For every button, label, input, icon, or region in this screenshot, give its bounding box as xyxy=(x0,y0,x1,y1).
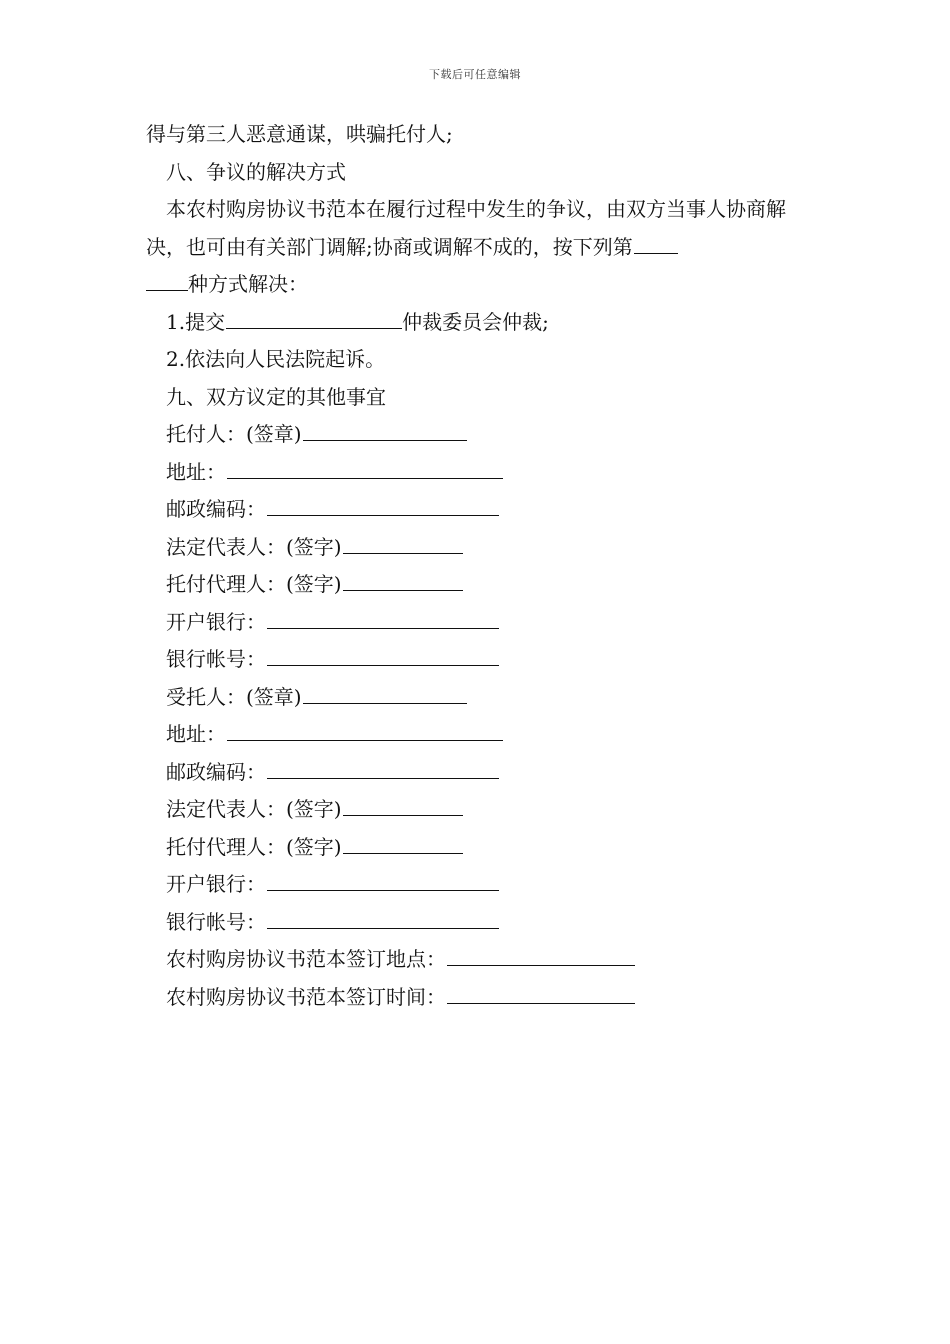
trustee-bank-line xyxy=(146,866,811,904)
client-account-label: 银行帐号： xyxy=(166,647,266,671)
section-9-heading xyxy=(146,379,811,417)
blank-line-trustee-account xyxy=(267,908,499,929)
client-bank-line xyxy=(146,604,811,642)
blank-line-client-agent xyxy=(343,570,463,591)
option-2-line xyxy=(146,341,811,379)
trustee-agent-line xyxy=(146,829,811,867)
blank-line-method-part1 xyxy=(634,233,678,254)
sign-time-line xyxy=(146,979,811,1017)
blank-line-client-signer xyxy=(303,420,467,441)
client-address-label: 地址： xyxy=(166,459,226,484)
trustee-address-label: 地址： xyxy=(166,722,226,746)
client-bank-label: 开户银行： xyxy=(166,609,266,634)
trustee-signer-label: 受托人：(签章) xyxy=(166,684,302,709)
section-8-paragraph-text-1: 本农村购房协议书范本在履行过程中发生的争议，由双方当事人协商解决，也可由有关部门调解;协商或调解不成的，按下列第 xyxy=(146,197,786,259)
trustee-bank-label: 开户银行： xyxy=(166,872,266,896)
blank-line-trustee-legal-rep xyxy=(343,795,463,816)
page-header-note: 下载后可任意编辑 xyxy=(429,68,521,81)
option-1-suffix: 仲裁委员会仲裁; xyxy=(402,309,549,334)
blank-line-sign-time xyxy=(447,983,635,1004)
blank-line-client-address xyxy=(227,458,503,479)
trustee-postcode-line xyxy=(146,754,811,792)
client-signer-line xyxy=(146,416,811,454)
blank-line-trustee-bank xyxy=(267,870,499,891)
sign-time-label: 农村购房协议书范本签订时间： xyxy=(166,984,446,1009)
blank-line-trustee-postcode xyxy=(267,758,499,779)
client-agent-line xyxy=(146,566,811,604)
blank-line-client-bank xyxy=(267,608,499,629)
trustee-address-line xyxy=(146,716,811,754)
trustee-account-label: 银行帐号： xyxy=(166,909,266,934)
option-1-line xyxy=(146,304,811,342)
blank-line-trustee-signer xyxy=(303,683,467,704)
trustee-legal-rep-line xyxy=(146,791,811,829)
blank-line-client-account xyxy=(267,645,499,666)
blank-line-sign-place xyxy=(447,945,635,966)
section-8-paragraph-text-2: 种方式解决： xyxy=(188,272,308,296)
client-legal-rep-line xyxy=(146,529,811,567)
sign-place-line xyxy=(146,941,811,979)
client-account-line xyxy=(146,641,811,679)
section-8-heading xyxy=(146,154,811,192)
blank-line-trustee-agent xyxy=(343,833,463,854)
section-8-paragraph xyxy=(146,191,811,304)
client-address-line xyxy=(146,454,811,492)
trustee-legal-rep-label: 法定代表人：(签字) xyxy=(166,797,342,821)
blank-line-trustee-address xyxy=(227,720,503,741)
client-postcode-label: 邮政编码： xyxy=(166,497,266,521)
client-legal-rep-label: 法定代表人：(签字) xyxy=(166,534,342,559)
client-signer-label: 托付人：(签章) xyxy=(166,422,302,446)
text-line-continuation xyxy=(146,116,811,154)
section-8-heading-text: 八、争议的解决方式 xyxy=(166,159,346,184)
document-body xyxy=(146,116,811,1016)
trustee-signer-line xyxy=(146,679,811,717)
blank-line-client-postcode xyxy=(267,495,499,516)
continuation-text: 得与第三人恶意通谋，哄骗托付人; xyxy=(146,122,453,146)
trustee-account-line xyxy=(146,904,811,942)
option-1-prefix: 1.提交 xyxy=(166,309,226,334)
blank-line-arbitration xyxy=(226,308,402,329)
section-9-heading-text: 九、双方议定的其他事宜 xyxy=(166,384,386,409)
option-2-text: 2.依法向人民法院起诉。 xyxy=(166,347,386,371)
client-postcode-line xyxy=(146,491,811,529)
blank-line-method-part2 xyxy=(146,270,188,291)
client-agent-label: 托付代理人：(签字) xyxy=(166,572,342,596)
sign-place-label: 农村购房协议书范本签订地点： xyxy=(166,947,446,971)
trustee-postcode-label: 邮政编码： xyxy=(166,759,266,784)
trustee-agent-label: 托付代理人：(签字) xyxy=(166,834,342,859)
blank-line-client-legal-rep xyxy=(343,533,463,554)
